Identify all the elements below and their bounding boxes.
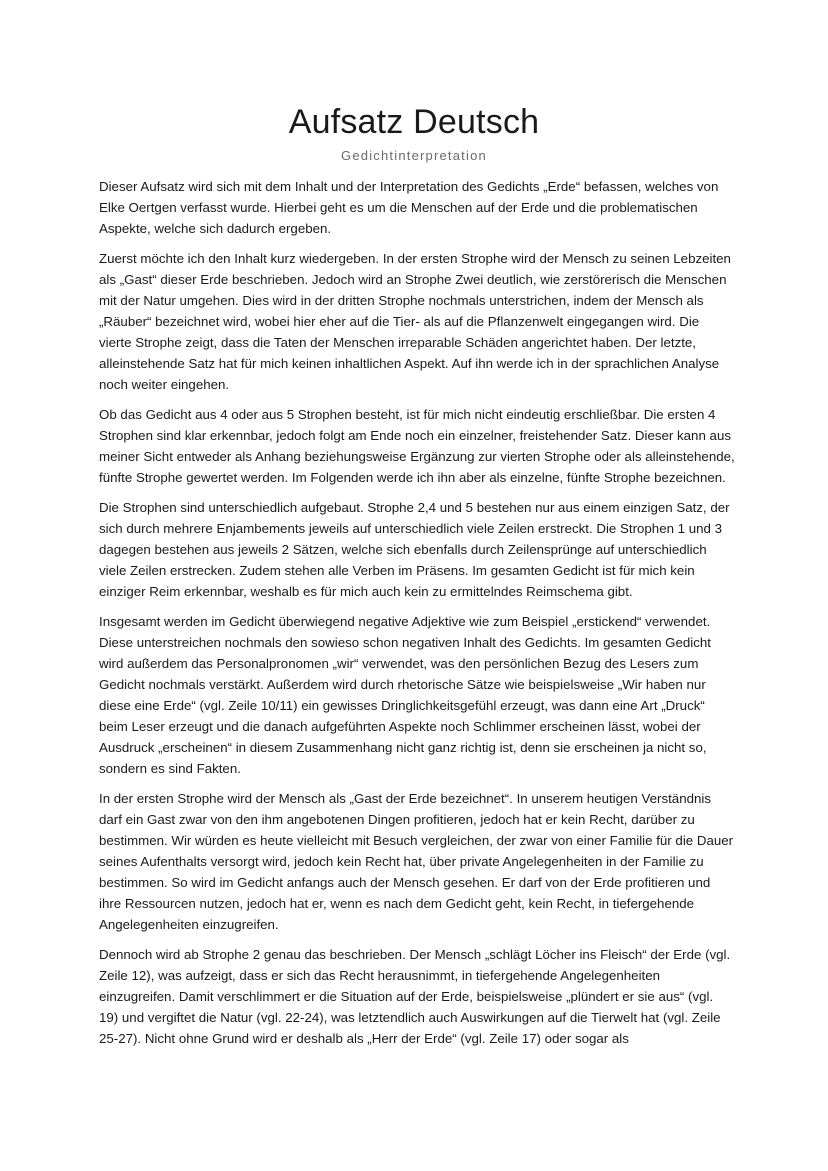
document-subtitle: Gedichtinterpretation	[341, 148, 487, 163]
paragraph-stanza-count: Ob das Gedicht aus 4 oder aus 5 Strophen besteht, ist für mich nicht eindeutig erschließbar. Die ersten 4 Strophen sind klar erkennbar, jedoch folgt am Ende noch ein einzelner, freistehender Satz. Dieser kann aus meiner Sicht entweder als Anhang beziehungsweise Ergänzung zur vierten Strophe oder als alleinstehende, fünfte Strophe gewertet werden. Im Folgenden werde ich ihn aber als einzelne, fünfte Strophe bezeichnen.	[99, 407, 735, 485]
paragraph-language: Insgesamt werden im Gedicht überwiegend negative Adjektive wie zum Beispiel „erstickend“ verwendet. Diese unterstreichen nochmals den sowieso schon negativen Inhalt des Gedichts. Im gesamten Gedicht wird außerdem das Personalpronomen „wir“ verwendet, was den persönlichen Bezug des Lesers zum Gedicht nochmals verstärkt. Außerdem wird durch rhetorische Sätze wie beispielsweise „Wir haben nur diese eine Erde“ (vgl. Zeile 10/11) ein gewisses Dringlichkeitsgefühl erzeugt, was dann eine Art „Druck“ beim Leser erzeugt und die danach aufgeführten Aspekte noch Schlimmer erscheinen lässt, wobei der Ausdruck „erscheinen“ in diesem Zusammenhang nicht ganz richtig ist, denn sie erscheinen ja nicht so, sondern es sind Fakten.	[99, 614, 711, 776]
paragraph-content-summary: Zuerst möchte ich den Inhalt kurz wiedergeben. In der ersten Strophe wird der Mensch zu seinen Lebzeiten als „Gast“ dieser Erde beschrieben. Jedoch wird an Strophe Zwei deutlich, wie zerstörerisch die Menschen mit der Natur umgehen. Dies wird in der dritten Strophe nochmals unterstrichen, indem der Mensch als „Räuber“ bezeichnet wird, wobei hier eher auf die Tier- als auf die Pflanzenwelt eingegangen wird. Die vierte Strophe zeigt, dass die Taten der Menschen irreparable Schäden angerichtet haben. Der letzte, alleinstehende Satz hat für mich keinen inhaltlichen Aspekt. Auf ihn werde ich in der sprachlichen Analyse noch weiter eingehen.	[99, 251, 731, 392]
paragraph-second-stanza: Dennoch wird ab Strophe 2 genau das beschrieben. Der Mensch „schlägt Löcher ins Fleisch“ der Erde (vgl. Zeile 12), was aufzeigt, dass er sich das Recht herausnimmt, in tiefergehende Angelegenheiten einzugreifen. Damit verschlimmert er die Situation auf der Erde, beispielsweise „plündert er sie aus“ (vgl. 19) und vergiftet die Natur (vgl. 22-24), was letztendlich auch Auswirkungen auf die Tierwelt hat (vgl. Zeile 25-27). Nicht ohne Grund wird er deshalb als „Herr der Erde“ (vgl. Zeile 17) oder sogar als	[99, 947, 731, 1046]
paragraph-intro: Dieser Aufsatz wird sich mit dem Inhalt und der Interpretation des Gedichts „Erde“ befassen, welches von Elke Oertgen verfasst wurde. Hierbei geht es um die Menschen auf der Erde und die problematischen Aspekte, welche sich dadurch ergeben.	[99, 179, 719, 236]
document-body	[99, 176, 735, 1058]
paragraph-first-stanza: In der ersten Strophe wird der Mensch als „Gast der Erde bezeichnet“. In unserem heutigen Verständnis darf ein Gast zwar von den ihm angebotenen Dingen profitieren, jedoch hat er kein Recht, darüber zu bestimmen. Wir würden es heute vielleicht mit Besuch vergleichen, der zwar von einer Familie für die Dauer seines Aufenthalts versorgt wird, jedoch kein Recht hat, über private Angelegenheiten in der Familie zu bestimmen. So wird im Gedicht anfangs auch der Mensch gesehen. Er darf von der Erde profitieren und ihre Ressourcen nutzen, jedoch hat er, wenn es nach dem Gedicht geht, kein Recht, in tiefergehende Angelegenheiten einzugreifen.	[99, 791, 734, 932]
paragraph-structure: Die Strophen sind unterschiedlich aufgebaut. Strophe 2,4 und 5 bestehen nur aus einem einzigen Satz, der sich durch mehrere Enjambements jeweils auf unterschiedlich viele Zeilen erstreckt. Die Strophen 1 und 3 dagegen bestehen aus jeweils 2 Sätzen, welche sich ebenfalls durch Zeilensprünge auf unterschiedlich viele Zeilen erstrecken. Zudem stehen alle Verben im Präsens. Im gesamten Gedicht ist für mich kein einziger Reim erkennbar, weshalb es für mich auch kein zu ermittelndes Reimschema gibt.	[99, 500, 730, 599]
document-title: Aufsatz Deutsch	[288, 103, 540, 141]
